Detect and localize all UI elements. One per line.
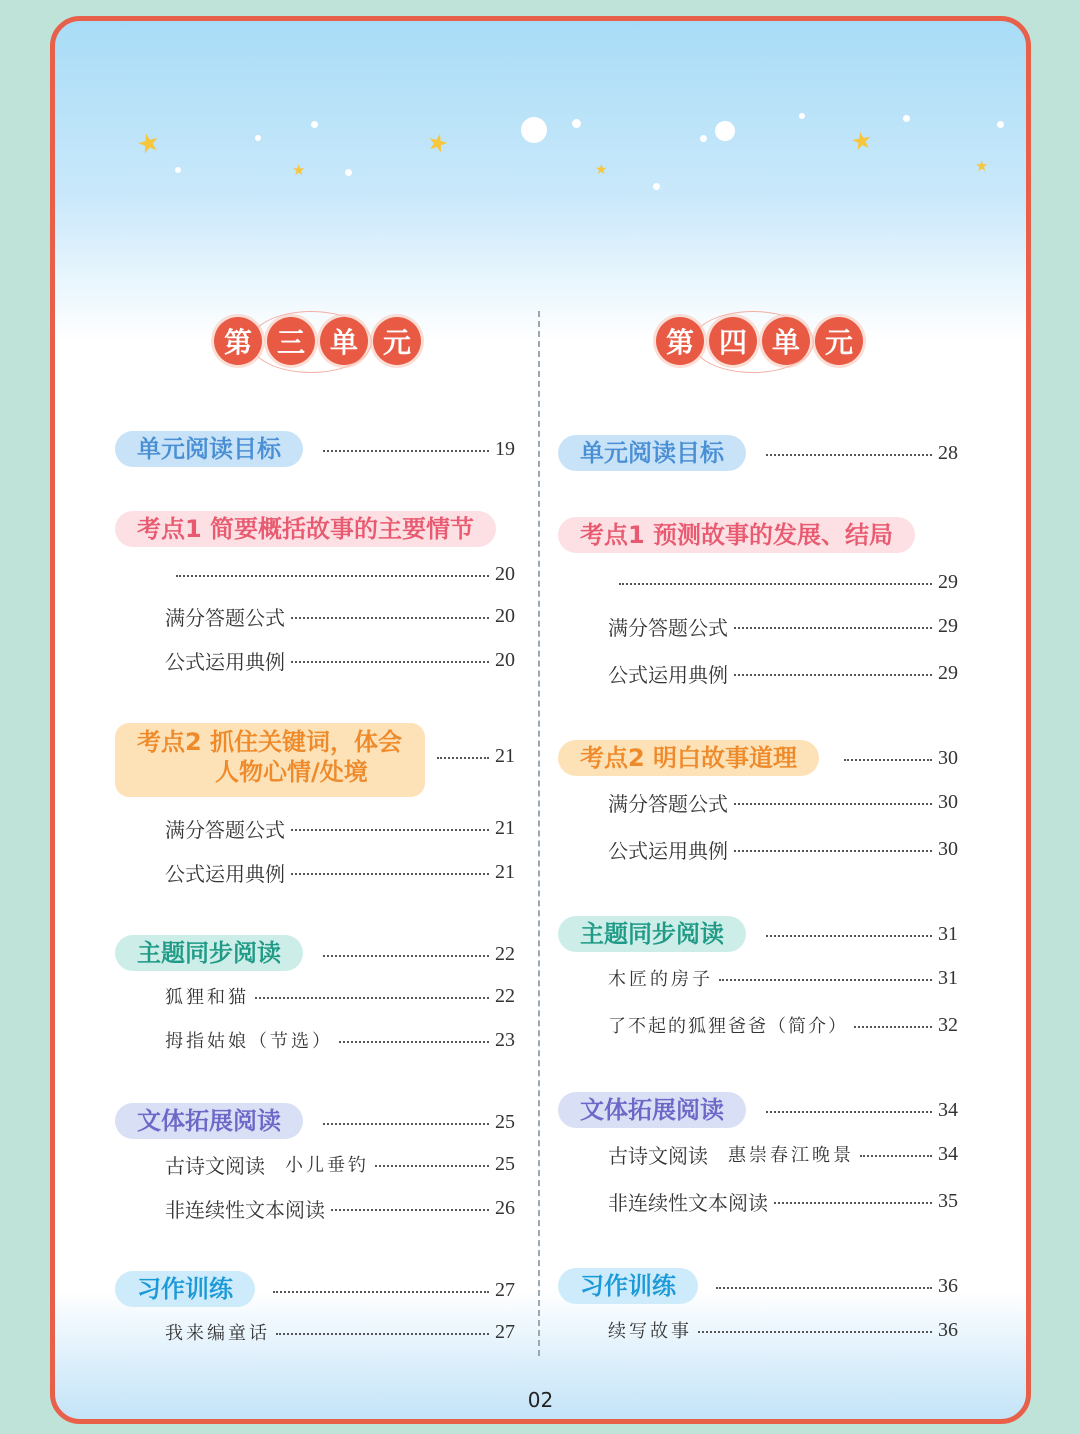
toc-leader-row[interactable] (760, 438, 958, 468)
toc-entry[interactable]: 木匠的房子 31 (608, 966, 958, 990)
page-number: 36 (938, 1274, 958, 1297)
toc-leader-row[interactable] (170, 559, 515, 589)
page-number: 20 (495, 604, 515, 627)
toc-entry[interactable]: 古诗文阅读 小儿垂钓 25 (165, 1152, 515, 1178)
page-number: 34 (938, 1142, 958, 1165)
toc-entry[interactable]: 非连续性文本阅读 26 (165, 1196, 515, 1222)
page-number: 25 (495, 1152, 515, 1175)
unit-char: 第 (656, 317, 704, 365)
page-number: 22 (495, 984, 515, 1007)
unit-goal-heading: 单元阅读目标 (115, 431, 303, 467)
page-number: 21 (495, 860, 515, 883)
toc-entry[interactable]: 古诗文阅读 惠崇春江晚景 34 (608, 1142, 958, 1168)
page-number: 36 (938, 1318, 958, 1341)
page-number: 23 (495, 1028, 515, 1051)
toc-leader-row[interactable] (317, 1107, 515, 1137)
sky-dot (572, 119, 581, 128)
toc-entry[interactable]: 满分答题公式 29 (608, 614, 958, 640)
page-number: 34 (938, 1098, 958, 1121)
unit-title-right (652, 315, 892, 375)
toc-leader-row[interactable] (760, 919, 958, 949)
genre-reading-heading: 文体拓展阅读 (558, 1092, 746, 1128)
writing-heading: 习作训练 (558, 1268, 698, 1304)
page-number: 27 (495, 1278, 515, 1301)
page-number: 30 (938, 837, 958, 860)
toc-entry[interactable]: 公式运用典例 21 (165, 860, 515, 886)
page-number: 20 (495, 648, 515, 671)
page-number: 28 (938, 441, 958, 464)
toc-entry[interactable]: 满分答题公式 21 (165, 816, 515, 842)
toc-entry[interactable]: 拇指姑娘（节选） 23 (165, 1028, 515, 1052)
toc-entry[interactable]: 公式运用典例 29 (608, 661, 958, 687)
toc-entry[interactable]: 满分答题公式 30 (608, 790, 958, 816)
page-number: 29 (938, 614, 958, 637)
toc-leader-row[interactable] (710, 1271, 958, 1301)
sky-dot (175, 167, 181, 173)
theme-reading-heading: 主题同步阅读 (115, 935, 303, 971)
star-icon: ★ (975, 157, 989, 175)
toc-entry[interactable]: 了不起的狐狸爸爸（简介） 32 (608, 1013, 958, 1037)
unit-goal-heading: 单元阅读目标 (558, 435, 746, 471)
toc-entry[interactable]: 公式运用典例 30 (608, 837, 958, 863)
toc-leader-row[interactable] (317, 939, 515, 969)
page-number: 25 (495, 1110, 515, 1133)
kaodian1-heading: 考点1 预测故事的发展、结局 (558, 517, 915, 553)
sky-dot (903, 115, 910, 122)
unit-char: 元 (373, 317, 421, 365)
toc-leader-row[interactable] (838, 743, 958, 773)
unit-char: 四 (709, 317, 757, 365)
unit-char: 三 (267, 317, 315, 365)
unit-char: 单 (762, 317, 810, 365)
unit-char: 单 (320, 317, 368, 365)
sky-dot (345, 169, 352, 176)
page-number: 29 (938, 570, 958, 593)
page-number-footer: 02 (527, 1388, 554, 1412)
kaodian1-heading: 考点1 简要概括故事的主要情节 (115, 511, 496, 547)
star-icon: ★ (848, 125, 875, 157)
star-icon: ★ (292, 161, 306, 179)
toc-leader-row[interactable] (613, 567, 958, 597)
unit-char: 元 (815, 317, 863, 365)
toc-entry[interactable]: 狐狸和猫 22 (165, 984, 515, 1008)
sky-dot (700, 135, 707, 142)
toc-leader-row[interactable] (760, 1095, 958, 1125)
sky-dot (255, 135, 261, 141)
page-number: 20 (495, 562, 515, 585)
page-number: 29 (938, 661, 958, 684)
theme-reading-heading: 主题同步阅读 (558, 916, 746, 952)
page-number: 21 (495, 744, 515, 767)
page-number: 19 (495, 437, 515, 460)
page-frame (50, 16, 1031, 1424)
moon-dot (715, 121, 735, 141)
star-icon: ★ (595, 162, 608, 178)
toc-entry[interactable]: 非连续性文本阅读 35 (608, 1189, 958, 1215)
page-number: 22 (495, 942, 515, 965)
page-number: 31 (938, 966, 958, 989)
sky-dot (311, 121, 318, 128)
toc-entry[interactable]: 满分答题公式 20 (165, 604, 515, 630)
star-icon: ★ (133, 126, 164, 162)
moon-dot (521, 117, 547, 143)
page-number: 21 (495, 816, 515, 839)
toc-leader-row[interactable] (431, 741, 515, 771)
kaodian2-heading: 考点2 明白故事道理 (558, 740, 819, 776)
unit-title-left (210, 315, 450, 375)
toc-entry[interactable]: 公式运用典例 20 (165, 648, 515, 674)
page-number: 31 (938, 922, 958, 945)
genre-reading-heading: 文体拓展阅读 (115, 1103, 303, 1139)
toc-entry[interactable]: 我来编童话 27 (165, 1320, 515, 1344)
sky-dot (799, 113, 805, 119)
star-icon: ★ (423, 126, 452, 160)
unit-char: 第 (214, 317, 262, 365)
page-number: 30 (938, 746, 958, 769)
page-number: 32 (938, 1013, 958, 1036)
kaodian2-heading: 考点2 抓住关键词，体会 人物心情/处境 (115, 723, 425, 797)
sky-dot (653, 183, 660, 190)
column-divider (538, 311, 540, 1356)
toc-entry[interactable]: 续写故事 36 (608, 1318, 958, 1342)
page-number: 35 (938, 1189, 958, 1212)
writing-heading: 习作训练 (115, 1271, 255, 1307)
sky-dot (997, 121, 1004, 128)
page-number: 27 (495, 1320, 515, 1343)
page-number: 30 (938, 790, 958, 813)
page-number: 26 (495, 1196, 515, 1219)
toc-leader-row[interactable] (267, 1275, 515, 1305)
toc-leader-row[interactable] (317, 434, 515, 464)
